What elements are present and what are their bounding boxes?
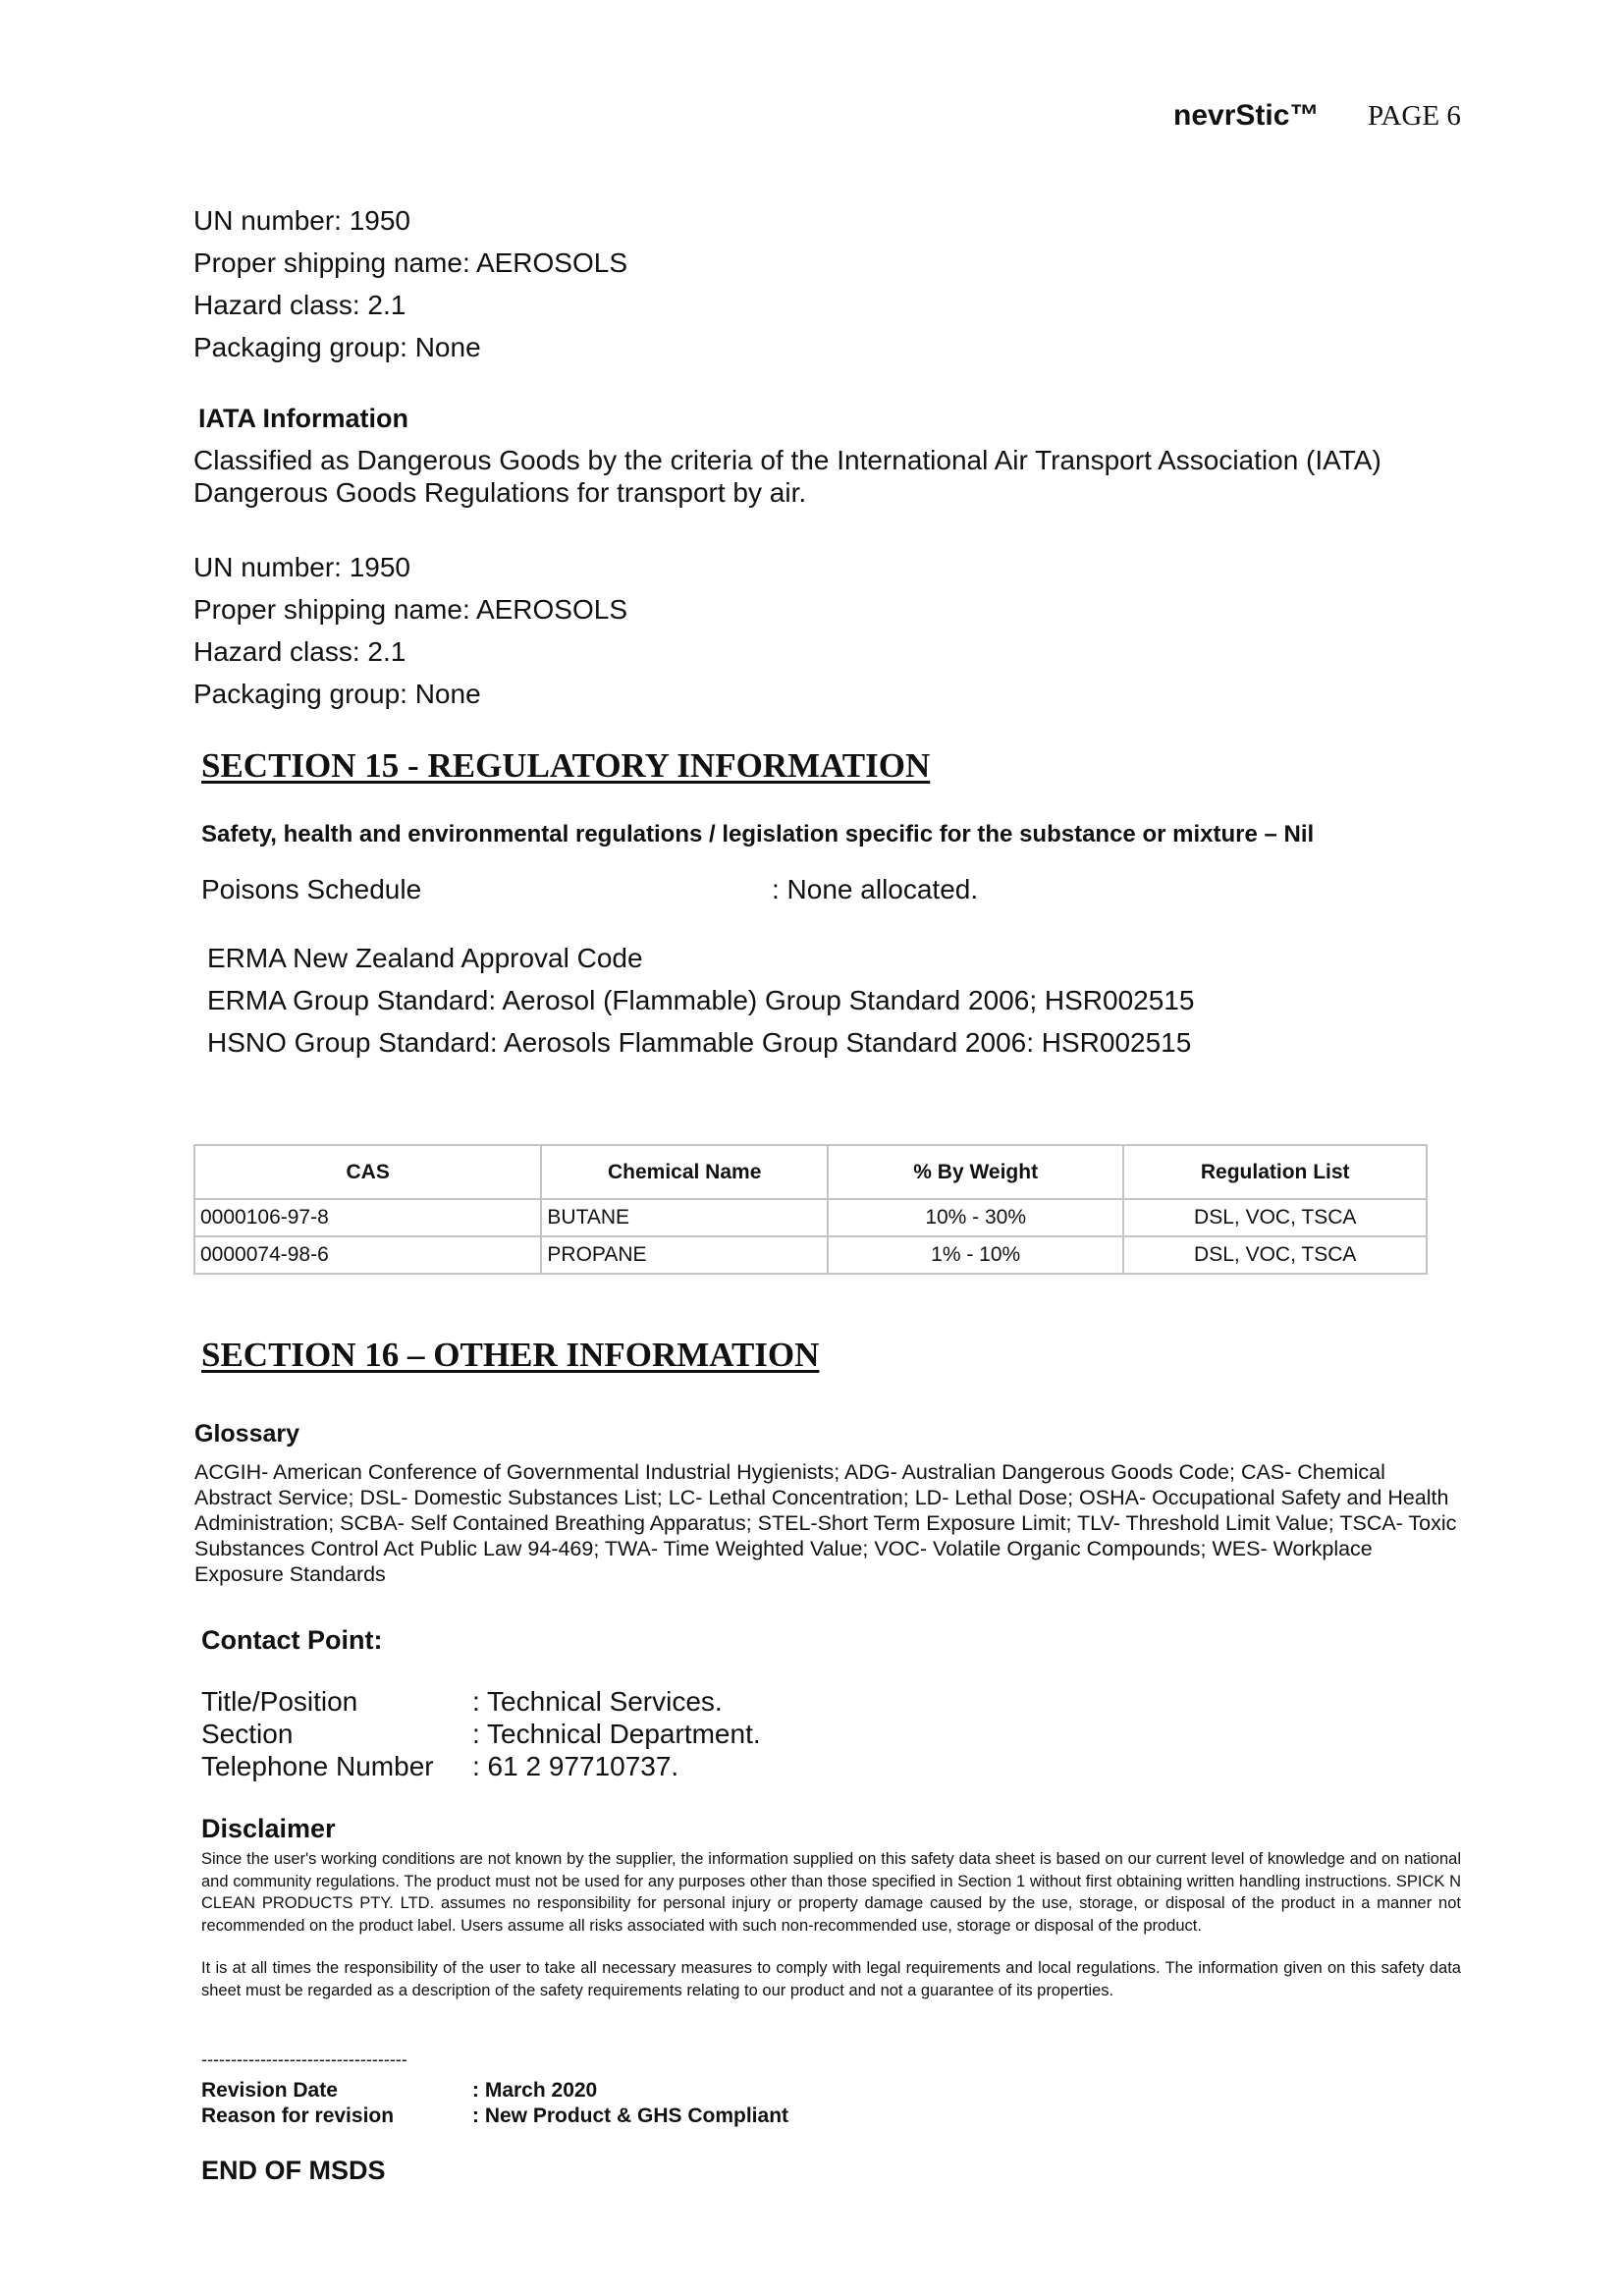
transport-block-2 (193, 546, 627, 715)
section-15-title: SECTION 15 - REGULATORY INFORMATION (201, 746, 931, 785)
cell-by-weight: 1% - 10% (828, 1236, 1123, 1274)
packaging-group: Packaging group: None (193, 332, 481, 362)
header-cas: CAS (194, 1145, 541, 1199)
proper-shipping-name: Proper shipping name: AEROSOLS (193, 594, 628, 625)
brand-name: nevrStic™ (1173, 99, 1320, 132)
transport-block-1 (193, 199, 627, 368)
revision-reason-value: : New Product & GHS Compliant (472, 2105, 789, 2127)
contact-heading: Contact Point: (201, 1625, 383, 1655)
cell-regulation-list: DSL, VOC, TSCA (1123, 1236, 1427, 1274)
page-number: PAGE 6 (1368, 100, 1461, 132)
contact-label-section: Section (201, 1719, 294, 1749)
erma-group-standard: ERMA Group Standard: Aerosol (Flammable) Group Standard 2006; HSR002515 (207, 985, 1195, 1015)
ingredients-table (193, 1144, 1428, 1275)
glossary-heading: Glossary (194, 1420, 300, 1448)
hazard-class: Hazard class: 2.1 (193, 636, 406, 667)
contact-value-telephone: : 61 2 97710737. (472, 1751, 679, 1781)
erma-approval-code: ERMA New Zealand Approval Code (207, 943, 643, 973)
contact-label-title-position: Title/Position (201, 1686, 358, 1717)
contact-label-telephone: Telephone Number (201, 1751, 434, 1781)
revision-date-label: Revision Date (201, 2079, 338, 2102)
un-number: UN number: 1950 (193, 205, 411, 236)
separator-line: ----------------------------------- (201, 2050, 407, 2069)
disclaimer-heading: Disclaimer (201, 1814, 336, 1843)
end-of-msds: END OF MSDS (201, 2156, 386, 2185)
table-row (194, 1236, 1427, 1274)
cell-cas: 0000106-97-8 (194, 1199, 541, 1236)
header-by-weight: % By Weight (828, 1145, 1123, 1199)
section-16-title: SECTION 16 – OTHER INFORMATION (201, 1336, 820, 1374)
disclaimer-paragraph-2: It is at all times the responsibility of the user to take all necessary measures to comply with legal requirements and local regulations. The information given on this safety data sheet must be regarded as a description of the safety requirements relating to our product and not a guarantee of its properties. (201, 1959, 1461, 1999)
packaging-group: Packaging group: None (193, 679, 481, 709)
cell-chemical-name: PROPANE (541, 1236, 828, 1274)
proper-shipping-name: Proper shipping name: AEROSOLS (193, 247, 628, 278)
iata-heading: IATA Information (198, 404, 408, 433)
header-regulation-list: Regulation List (1123, 1145, 1427, 1199)
cell-cas: 0000074-98-6 (194, 1236, 541, 1274)
disclaimer-paragraph-1: Since the user's working conditions are not known by the supplier, the information supplied on this safety data sheet is based on our current level of knowledge and on national and community regulations. The product must not be used for any purposes other than those specified in Section 1 without first obtaining written handling instructions. SPICK N CLEAN PRODUCTS PTY. LTD. assumes no responsibility for personal injury or property damage caused by the use, storage, or disposal of the product in a manner not recommended on the product label. Users assume all risks associated with such non-recommended use, storage or disposal of the product. (201, 1850, 1461, 1935)
contact-value-title-position: : Technical Services. (472, 1686, 723, 1717)
table-header-row (194, 1145, 1427, 1199)
regulations-line: Safety, health and environmental regulations / legislation specific for the substance or mixture – Nil (201, 821, 1315, 847)
cell-regulation-list: DSL, VOC, TSCA (1123, 1199, 1427, 1236)
poisons-label: Poisons Schedule (201, 874, 422, 904)
hazard-class: Hazard class: 2.1 (193, 290, 406, 320)
cell-chemical-name: BUTANE (541, 1199, 828, 1236)
revision-date-value: : March 2020 (472, 2079, 598, 2102)
cell-by-weight: 10% - 30% (828, 1199, 1123, 1236)
header-chemical-name: Chemical Name (541, 1145, 828, 1199)
glossary-text: ACGIH- American Conference of Governmental Industrial Hygienists; ADG- Australian Dangerous Goods Code; CAS- Chemical Abstract Service; DSL- Domestic Substances List; LC- Lethal Concentration; LD- Lethal Dose; OSHA- Occupational Safety and Health Administration; SCBA- Self Contained Breathing Apparatus; STEL-Short Term Exposure Limit; TLV- Threshold Limit Value; TSCA- Toxic Substances Control Act Public Law 94-469; TWA- Time Weighted Value; VOC- Volatile Organic Compounds; WES- Workplace Exposure Standards (194, 1460, 1457, 1586)
un-number: UN number: 1950 (193, 552, 411, 582)
table-row (194, 1199, 1427, 1236)
hsno-group-standard: HSNO Group Standard: Aerosols Flammable Group Standard 2006: HSR002515 (207, 1027, 1192, 1058)
erma-block (207, 937, 1194, 1064)
poisons-value: : None allocated. (772, 874, 979, 904)
revision-reason-label: Reason for revision (201, 2105, 395, 2127)
contact-value-section: : Technical Department. (472, 1719, 761, 1749)
iata-text: Classified as Dangerous Goods by the criteria of the International Air Transport Association (IATA) Dangerous Goods Regulations for transport by air. (193, 445, 1381, 508)
